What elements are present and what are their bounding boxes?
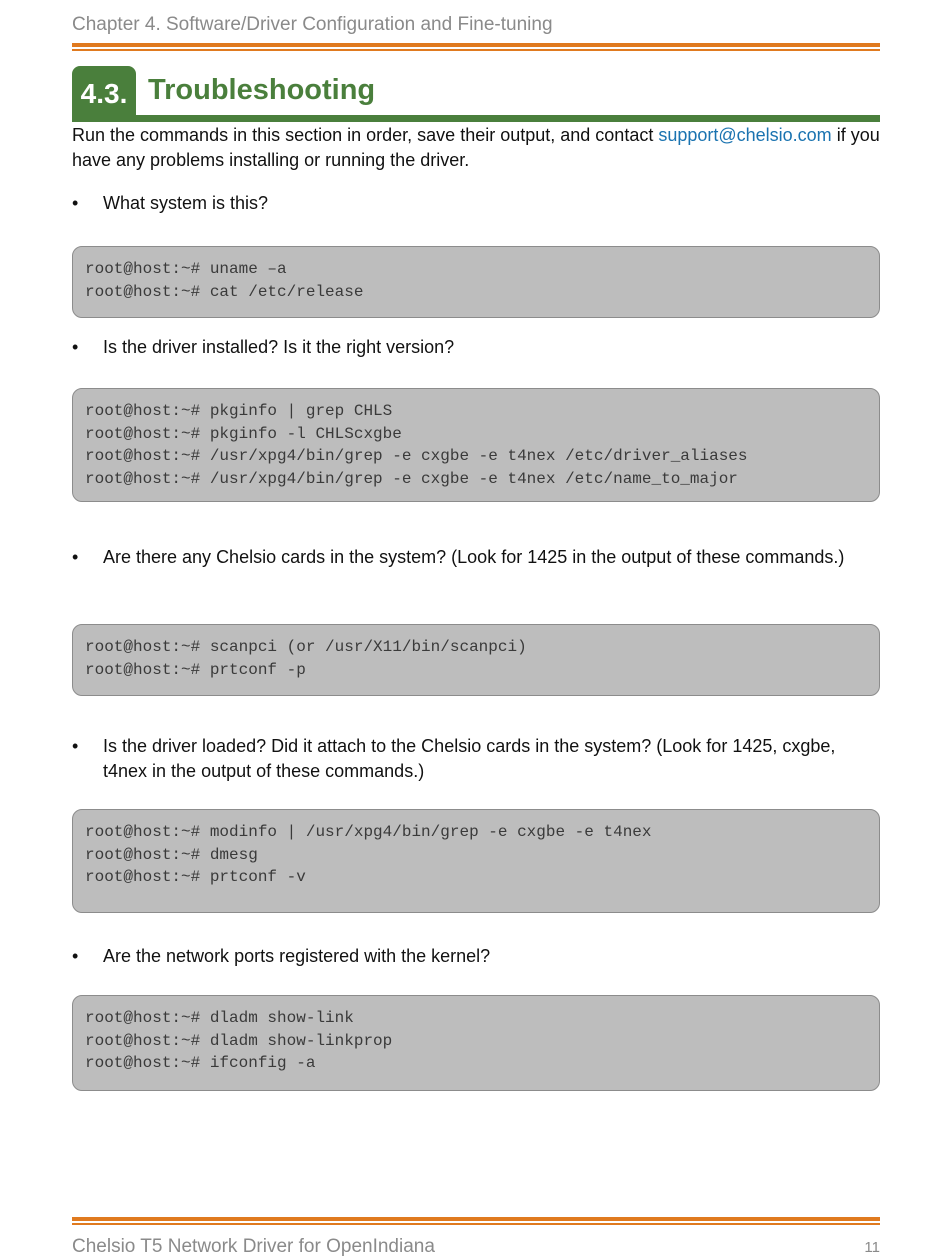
section-underline <box>72 115 880 122</box>
code-line: root@host:~# scanpci (or /usr/X11/bin/scanpci) <box>85 638 527 656</box>
section-number: 4.3. <box>72 66 136 122</box>
bullet-text: Is the driver loaded? Did it attach to the Chelsio cards in the system? (Look for 1425, cxgbe, t4nex in the output of these commands.) <box>103 736 836 781</box>
bullet-dot-icon: • <box>72 337 79 357</box>
code-line: root@host:~# pkginfo | grep CHLS <box>85 402 393 420</box>
footer-rule <box>72 1217 880 1225</box>
code-block <box>72 388 880 502</box>
bullet-text: What system is this? <box>103 193 269 213</box>
code-line: root@host:~# prtconf -p <box>85 660 306 679</box>
bullet-item <box>72 944 880 969</box>
code-block <box>72 246 880 318</box>
code-line: root@host:~# ifconfig -a <box>85 1054 316 1073</box>
bullet-dot-icon: • <box>72 736 79 756</box>
bullet-item <box>72 545 880 570</box>
intro-paragraph <box>72 123 882 173</box>
bullet-text: Are the network ports registered with the kernel? <box>103 946 491 966</box>
bullet-text: Is the driver installed? Is it the right version? <box>103 337 455 357</box>
bullet-item <box>72 335 880 360</box>
bullet-dot-icon: • <box>72 547 79 567</box>
header-rule <box>72 43 880 51</box>
code-line: root@host:~# cat /etc/release <box>85 282 364 301</box>
code-line: root@host:~# dladm show-link <box>85 1009 354 1027</box>
bullet-item <box>72 191 880 216</box>
page-number: 11 <box>864 1239 880 1256</box>
code-line: root@host:~# /usr/xpg4/bin/grep -e cxgbe -e t4nex /etc/driver_aliases <box>85 447 748 466</box>
intro-text-before: Run the commands in this section in order, save their output, and contact <box>72 125 659 145</box>
bullet-dot-icon: • <box>72 193 79 213</box>
code-line: root@host:~# prtconf -v <box>85 868 306 887</box>
code-line: root@host:~# pkginfo -l CHLScxgbe <box>85 424 402 443</box>
bullet-item <box>72 734 880 784</box>
code-block <box>72 809 880 913</box>
intro-text-after: if you have any problems installing or running the driver. <box>72 125 880 170</box>
footer-title: Chelsio T5 Network Driver for OpenIndiana <box>72 1236 435 1257</box>
code-line: root@host:~# modinfo | /usr/xpg4/bin/grep -e cxgbe -e t4nex <box>85 823 652 841</box>
bullet-dot-icon: • <box>72 946 79 966</box>
support-email-link[interactable]: support@chelsio.com <box>658 125 832 145</box>
chapter-header: Chapter 4. Software/Driver Configuration and Fine-tuning <box>72 14 553 35</box>
code-line: root@host:~# dladm show-linkprop <box>85 1031 393 1050</box>
code-block <box>72 995 880 1091</box>
section-heading <box>72 66 880 122</box>
code-line: root@host:~# /usr/xpg4/bin/grep -e cxgbe -e t4nex /etc/name_to_major <box>85 469 738 488</box>
section-title: Troubleshooting <box>148 74 376 106</box>
code-line: root@host:~# dmesg <box>85 845 258 864</box>
bullet-text: Are there any Chelsio cards in the system? (Look for 1425 in the output of these commands.) <box>103 547 845 567</box>
code-block <box>72 624 880 696</box>
code-line: root@host:~# uname –a <box>85 260 287 278</box>
